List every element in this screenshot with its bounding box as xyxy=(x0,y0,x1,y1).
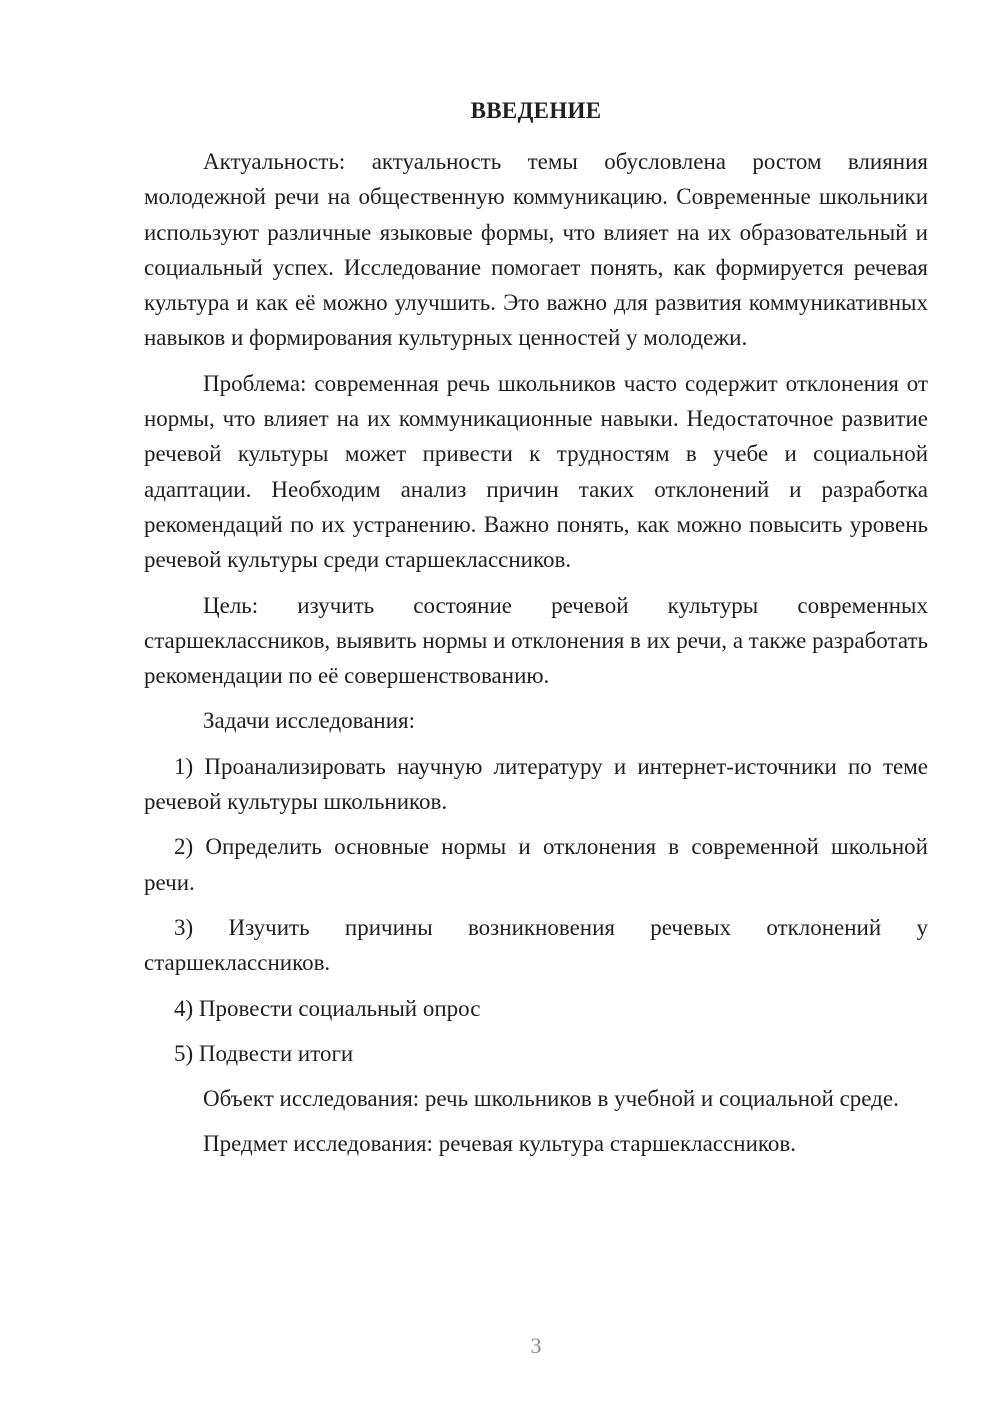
task-item-3: 3) Изучить причины возникновения речевых отклонений у старшеклассников. xyxy=(144,914,928,976)
task-item-5: 5) Подвести итоги xyxy=(174,1040,354,1066)
paragraph-subject: Предмет исследования: речевая культура старшеклассников. xyxy=(203,1131,797,1157)
document-body xyxy=(144,144,928,1162)
task-item-2: 2) Определить основные нормы и отклонения в современной школьной речи. xyxy=(144,834,928,895)
tasks-heading: Задачи исследования: xyxy=(203,708,416,734)
paragraph-problem: Проблема: современная речь школьников часто содержит отклонения от нормы, что влияет на их коммуникационные навыки. Недостаточное развитие речевой культуры может привести к трудностям в учебе и социальной адаптации. Необходим анализ причин таких отклонений и разработка рекомендаций по их устранению. Важно понять, как можно повысить уровень речевой культуры среди старшеклассников. xyxy=(144,370,928,573)
paragraph-object: Объект исследования: речь школьников в учебной и социальной среде. xyxy=(203,1086,899,1112)
paragraph-relevance: Актуальность: актуальность темы обусловлена ростом влияния молодежной речи на общественную коммуникацию. Современные школьники используют различные языковые формы, что влияет на их образовательный и социальный успех. Исследование помогает понять, как формируется речевая культура и как её можно улучшить. Это важно для развития коммуникативных навыков и формирования культурных ценностей у молодежи. xyxy=(144,149,928,351)
section-heading: ВВЕДЕНИЕ xyxy=(470,98,602,123)
task-item-4: 4) Провести социальный опрос xyxy=(174,995,481,1021)
task-item-1: 1) Проанализировать научную литературу и интернет-источники по теме речевой культуры школьников. xyxy=(144,753,928,815)
page-number: 3 xyxy=(530,1333,542,1358)
paragraph-goal: Цель: изучить состояние речевой культуры современных старшеклассников, выявить нормы и отклонения в их речи, а также разработать рекомендации по её совершенствованию. xyxy=(144,592,928,689)
